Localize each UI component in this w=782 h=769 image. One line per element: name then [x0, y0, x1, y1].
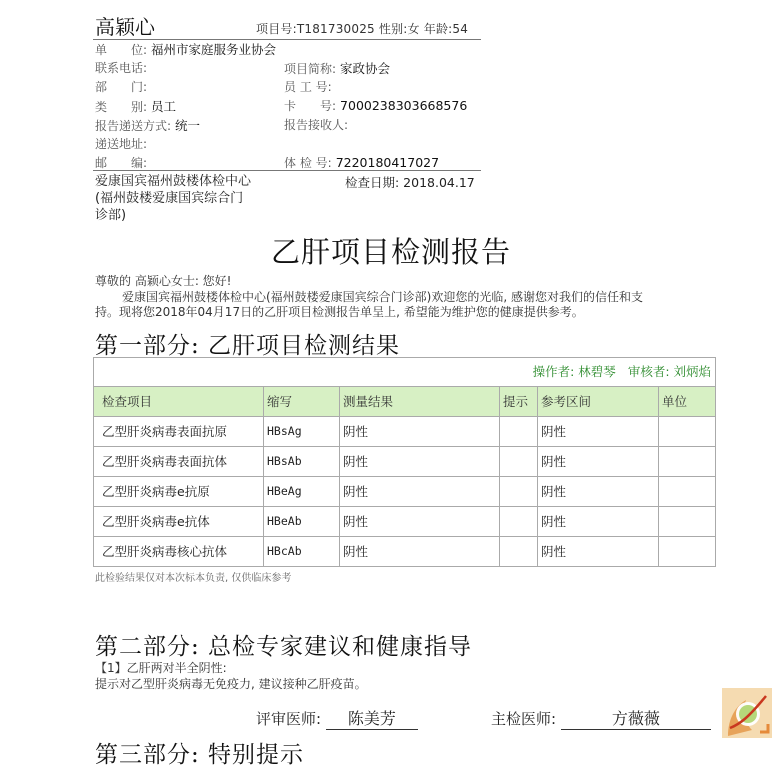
section2-advice: 提示对乙型肝炎病毒无免疫力, 建议接种乙肝疫苗。 — [95, 677, 367, 691]
center-name-line2: (福州鼓楼爱康国宾综合门 — [95, 191, 244, 206]
table-cell: 阴性 — [340, 417, 500, 446]
table-cell: 乙型肝炎病毒e抗体 — [94, 507, 264, 536]
column-header: 单位 — [662, 394, 688, 409]
exam-no-label: 体 检 号: — [284, 156, 332, 170]
phone-label: 联系电话: — [95, 61, 148, 75]
postcode-label: 邮 编: — [95, 156, 148, 170]
table-cell: 乙型肝炎病毒核心抗体 — [94, 537, 264, 566]
greeting-body-line1: 爱康国宾福州鼓楼体检中心(福州鼓楼爱康国宾综合门诊部)欢迎您的光临, 感谢您对我们的信任和支 — [122, 290, 643, 304]
category-row — [95, 97, 176, 115]
table-cell: HBcAb — [264, 537, 340, 566]
signature-reviewer — [256, 706, 418, 730]
table-cell: 阴性 — [538, 447, 659, 476]
column-header: 参考区间 — [538, 387, 659, 416]
table-cell — [659, 447, 715, 476]
table-row — [94, 537, 715, 566]
table-cell: 阴性 — [340, 477, 500, 506]
dept-label: 部 门: — [95, 80, 148, 94]
table-header-row — [94, 387, 715, 417]
table-cell — [500, 417, 538, 446]
exam-no-row — [284, 154, 439, 171]
table-row — [94, 417, 715, 447]
phone-row — [95, 59, 147, 76]
table-cell: 阴性 — [340, 507, 500, 536]
table-cell: 乙型肝炎病毒表面抗体 — [94, 447, 264, 476]
table-cell: 阴性 — [538, 507, 659, 536]
chief-doctor-signature: 方薇薇 — [561, 706, 711, 730]
section1-title: 第一部分: 乙肝项目检测结果 — [95, 333, 401, 359]
receiver-row — [284, 116, 348, 133]
table-row — [94, 447, 715, 477]
table-cell: 阴性 — [538, 417, 659, 446]
table-cell — [659, 477, 715, 506]
operator: 操作者: 林碧琴 — [532, 364, 616, 379]
section3-title: 第三部分: 特别提示 — [95, 742, 305, 768]
table-cell: HBsAg — [264, 417, 340, 446]
table-row — [94, 507, 715, 537]
card-label: 卡 号: — [284, 99, 337, 113]
greeting-body-line2: 持。现将您2018年04月17日的乙肝项目检测报告单呈上, 希望能为维护您的健康提供参考。 — [95, 305, 584, 319]
staff-no-row — [284, 78, 332, 95]
unit-value: 福州市家庭服务业协会 — [151, 42, 277, 57]
address-row — [95, 135, 147, 152]
exam-no-value: 7220180417027 — [335, 155, 440, 170]
project-short-value: 家政协会 — [340, 61, 391, 76]
greeting-salutation: 尊敬的 高颖心女士: 您好! — [95, 274, 232, 288]
table-cell: 乙型肝炎病毒e抗原 — [94, 477, 264, 506]
postcode-row — [95, 154, 147, 171]
center-name-line1: 爱康国宾福州鼓楼体检中心 — [95, 174, 252, 189]
project-short-row — [284, 59, 390, 77]
report-title: 乙肝项目检测报告 — [270, 235, 511, 269]
header-meta: 项目号:T181730025 性别:女 年龄:54 — [256, 22, 469, 36]
receiver-label: 报告接收人: — [284, 118, 349, 132]
center-name — [95, 173, 251, 224]
table-cell: 阴性 — [538, 537, 659, 566]
table-cell: HBeAg — [264, 477, 340, 506]
section2-title: 第二部分: 总检专家建议和健康指导 — [95, 634, 473, 660]
result-table — [93, 357, 716, 567]
table-cell: 阴性 — [340, 537, 500, 566]
reviewer-doctor-label: 评审医师: — [256, 710, 322, 728]
unit-label: 单 位: — [95, 43, 148, 57]
table-cell: 阴性 — [538, 477, 659, 506]
info-divider — [93, 170, 481, 171]
table-cell: HBeAb — [264, 507, 340, 536]
delivery-row — [95, 116, 200, 134]
column-header: 提示 — [500, 387, 538, 416]
unit-row — [95, 40, 276, 58]
section2-item: 【1】乙肝两对半全阴性: — [95, 661, 227, 675]
table-cell: 阴性 — [340, 447, 500, 476]
category-value: 员工 — [151, 99, 177, 114]
signature-chief — [491, 706, 711, 730]
operator-bar — [94, 358, 715, 387]
table-cell — [500, 477, 538, 506]
table-cell — [659, 417, 715, 446]
table-cell: HBsAb — [264, 447, 340, 476]
column-header: 缩写 — [264, 387, 340, 416]
table-cell: 乙型肝炎病毒表面抗原 — [94, 417, 264, 446]
delivery-method-value: 统一 — [175, 118, 201, 133]
dept-row — [95, 78, 147, 95]
delivery-method-label: 报告递送方式: — [95, 119, 172, 133]
column-header: 测量结果 — [340, 387, 500, 416]
table-footnote: 此检验结果仅对本次标本负责, 仅供临床参考 — [95, 573, 292, 584]
address-label: 递送地址: — [95, 137, 148, 151]
column-header: 检查项目 — [94, 387, 264, 416]
patient-name: 高颖心 — [95, 15, 155, 39]
project-short-label: 项目简称: — [284, 62, 337, 76]
card-value: 7000238303668576 — [340, 98, 468, 113]
staff-no-label: 员 工 号: — [284, 80, 332, 94]
table-cell — [500, 447, 538, 476]
table-cell — [500, 507, 538, 536]
card-row — [284, 97, 467, 114]
table-row — [94, 477, 715, 507]
table-cell — [500, 537, 538, 566]
reviewer: 审核者: 刘炳焰 — [627, 364, 711, 379]
chief-doctor-label: 主检医师: — [491, 710, 557, 728]
center-name-line3: 诊部) — [95, 208, 127, 223]
watermark-logo-icon — [722, 688, 772, 738]
table-cell — [659, 537, 715, 566]
table-cell — [659, 507, 715, 536]
exam-date: 检查日期: 2018.04.17 — [345, 175, 475, 190]
category-label: 类 别: — [95, 100, 148, 114]
reviewer-doctor-signature: 陈美芳 — [326, 706, 418, 730]
